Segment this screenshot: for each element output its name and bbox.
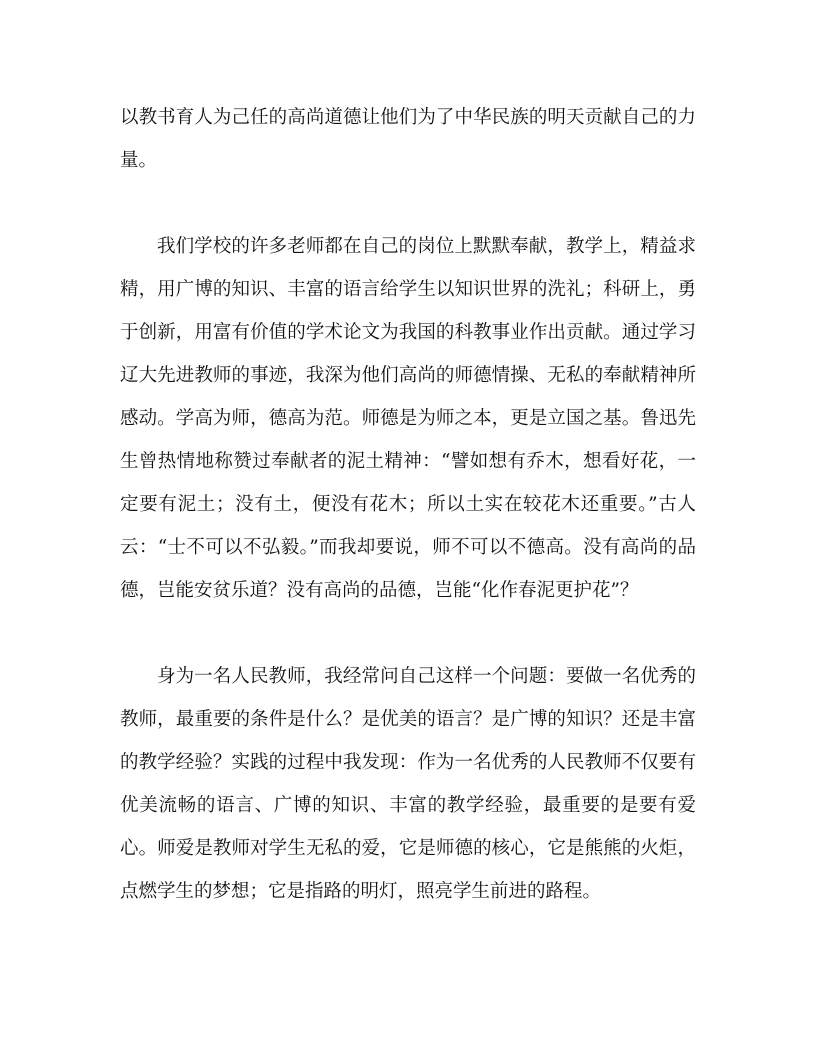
document-body	[120, 96, 696, 913]
paragraph-1: 以教书育人为己任的高尚道德让他们为了中华民族的明天贡献自己的力量。	[120, 107, 696, 171]
paragraph-2: 我们学校的许多老师都在自己的岗位上默默奉献，教学上，精益求精，用广博的知识、丰富的语言给学生以知识世界的洗礼；科研上，勇于创新，用富有价值的学术论文为我国的科教事业作出贡献。通过学习辽大先进教师的事迹，我深为他们高尚的师德情操、无私的奉献精神所感动。学高为师，德高为范。师德是为师之本，更是立国之基。鲁迅先生曾热情地称赞过奉献者的泥土精神：“譬如想有乔木，想看好花，一定要有泥土；没有土，便没有花木；所以土实在较花木还重要。”古人云：“士不可以不弘毅。”而我却要说，师不可以不德高。没有高尚的品德，岂能安贫乐道？没有高尚的品德，岂能“化作春泥更护花”？	[120, 236, 696, 601]
paragraph-3: 身为一名人民教师，我经常问自己这样一个问题：要做一名优秀的教师，最重要的条件是什么？是优美的语言？是广博的知识？还是丰富的教学经验？实践的过程中我发现：作为一名优秀的人民教师不仅要有优美流畅的语言、广博的知识、丰富的教学经验，最重要的是要有爱心。师爱是教师对学生无私的爱，它是师德的核心，它是熊熊的火炬，点燃学生的梦想；它是指路的明灯，照亮学生前进的路程。	[120, 666, 696, 902]
